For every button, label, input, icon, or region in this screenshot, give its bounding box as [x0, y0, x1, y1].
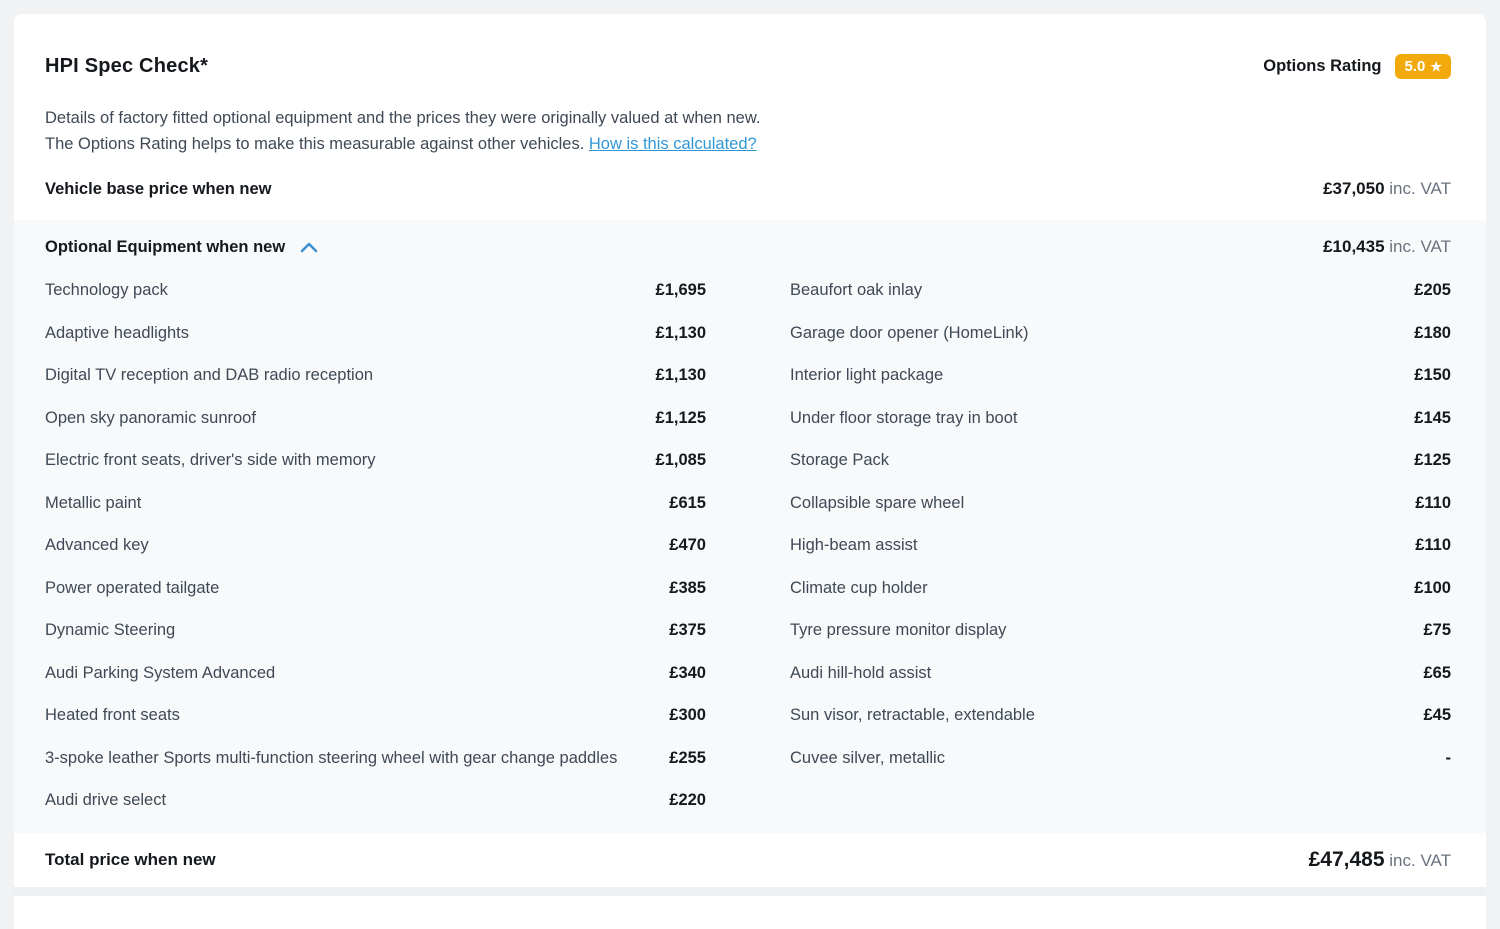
equipment-item-price: £385	[669, 578, 706, 597]
equipment-item-price: £65	[1423, 663, 1451, 682]
equipment-item-label: Adaptive headlights	[45, 323, 190, 342]
equipment-item-price: £470	[669, 536, 706, 554]
equipment-item-label: Garage door opener (HomeLink)	[790, 323, 1029, 342]
equipment-item-label: Collapsible spare wheel	[790, 493, 965, 512]
equipment-item-label: Digital TV reception and DAB radio reception	[45, 366, 374, 384]
equipment-item-label: Metallic paint	[45, 493, 142, 512]
equipment-item-price: £180	[1414, 323, 1451, 342]
equipment-item-price: £300	[669, 706, 706, 724]
equipment-columns	[14, 278, 1486, 833]
equipment-item-price: £1,085	[655, 451, 706, 469]
equipment-item-label: Storage Pack	[790, 451, 890, 469]
equipment-item	[45, 278, 706, 303]
equipment-item-label: 3-spoke leather Sports multi-function steering wheel with gear change paddles	[45, 748, 618, 767]
equipment-item-price: £100	[1414, 578, 1451, 597]
base-price-vat-suffix: inc. VAT	[1384, 179, 1451, 198]
equipment-item	[790, 363, 1451, 388]
description-line1: Details of factory fitted optional equipment and the prices they were originally valued at when new.	[45, 109, 761, 127]
rating-badge	[1395, 54, 1451, 79]
equipment-item-price: £145	[1414, 408, 1451, 427]
optional-equipment-label: Optional Equipment when new	[45, 237, 286, 256]
equipment-item	[790, 661, 1451, 686]
equipment-item-label: Audi drive select	[45, 791, 167, 809]
equipment-item-price: £125	[1414, 451, 1451, 469]
base-price-amount: £37,050	[1323, 179, 1385, 198]
equipment-item	[45, 363, 706, 388]
equipment-item-price: £1,695	[655, 281, 706, 299]
equipment-item-label: Climate cup holder	[790, 578, 928, 597]
total-price-value	[1309, 848, 1451, 872]
equipment-item	[45, 618, 706, 643]
equipment-item-price: £1,130	[655, 323, 706, 342]
equipment-item-price: £75	[1423, 621, 1451, 639]
description	[14, 106, 1486, 157]
equipment-left-column	[45, 278, 706, 831]
equipment-item	[45, 321, 706, 346]
base-price-label: Vehicle base price when new	[45, 179, 272, 198]
equipment-item-label: Sun visor, retractable, extendable	[790, 706, 1035, 724]
equipment-item-price: £110	[1415, 493, 1451, 512]
equipment-item	[790, 321, 1451, 346]
equipment-item	[45, 576, 706, 601]
equipment-item-label: Tyre pressure monitor display	[790, 621, 1007, 639]
chevron-up-icon	[300, 242, 318, 253]
equipment-item-label: Interior light package	[790, 366, 944, 384]
equipment-item-label: Under floor storage tray in boot	[790, 408, 1018, 427]
equipment-item-price: £375	[669, 621, 706, 639]
equipment-item-label: Power operated tailgate	[45, 578, 220, 597]
hpi-spec-check-card	[14, 14, 1486, 929]
optional-equipment-vat-suffix: inc. VAT	[1384, 237, 1451, 256]
equipment-item-label: Heated front seats	[45, 706, 180, 724]
equipment-item-label: Audi hill-hold assist	[790, 663, 932, 682]
equipment-item-label: Open sky panoramic sunroof	[45, 408, 256, 427]
star-icon: ★	[1430, 59, 1442, 74]
total-price-vat-suffix: inc. VAT	[1384, 850, 1451, 870]
optional-equipment-value	[1323, 237, 1451, 257]
optional-equipment-header	[14, 237, 1486, 278]
equipment-item-label: Advanced key	[45, 536, 149, 554]
equipment-item	[45, 746, 706, 771]
options-rating-label: Options Rating	[1263, 57, 1382, 75]
equipment-item	[790, 618, 1451, 643]
equipment-item-price: £110	[1415, 536, 1451, 554]
equipment-item-label: High-beam assist	[790, 536, 918, 554]
equipment-item	[45, 703, 706, 728]
equipment-item-price: £205	[1414, 281, 1451, 299]
next-section-edge	[14, 887, 1486, 896]
equipment-item-label: Technology pack	[45, 281, 168, 299]
options-rating	[1263, 54, 1451, 79]
equipment-item-price: £1,130	[655, 366, 706, 384]
equipment-item-label: Electric front seats, driver's side with memory	[45, 451, 376, 469]
equipment-item	[45, 533, 706, 558]
equipment-item	[790, 533, 1451, 558]
equipment-item-label: Cuvee silver, metallic	[790, 748, 945, 767]
description-line2: The Options Rating helps to make this measurable against other vehicles.	[45, 134, 589, 153]
total-price-label: Total price when new	[45, 849, 216, 869]
equipment-item	[790, 576, 1451, 601]
collapse-section-button[interactable]	[298, 240, 320, 255]
page-title: HPI Spec Check*	[45, 55, 209, 77]
equipment-item-price: £45	[1423, 706, 1451, 724]
base-price-value	[1323, 179, 1451, 199]
how-calculated-link[interactable]: How is this calculated?	[588, 134, 757, 153]
equipment-item-price: £1,125	[655, 408, 706, 427]
card-header	[14, 14, 1486, 79]
total-price-amount: £47,485	[1308, 847, 1385, 871]
equipment-item-price: £255	[669, 748, 706, 767]
equipment-item-price: -	[1445, 748, 1451, 767]
total-price-row	[14, 833, 1486, 887]
equipment-item-price: £340	[669, 663, 706, 682]
equipment-item	[45, 448, 706, 473]
equipment-item	[790, 703, 1451, 728]
equipment-item	[45, 788, 706, 813]
equipment-item-label: Audi Parking System Advanced	[45, 663, 276, 682]
equipment-item-label: Dynamic Steering	[45, 621, 176, 639]
optional-equipment-section	[14, 220, 1486, 833]
equipment-item-price: £615	[669, 493, 706, 512]
equipment-item	[790, 746, 1451, 771]
optional-equipment-amount: £10,435	[1323, 237, 1385, 256]
equipment-item-price: £220	[669, 791, 706, 809]
base-price-row	[14, 157, 1486, 220]
equipment-item	[45, 661, 706, 686]
rating-value: 5.0	[1404, 58, 1426, 75]
equipment-item-price: £150	[1414, 366, 1451, 384]
equipment-item	[790, 448, 1451, 473]
equipment-item	[45, 406, 706, 431]
equipment-item-label: Beaufort oak inlay	[790, 281, 923, 299]
equipment-item	[45, 491, 706, 516]
equipment-item	[790, 278, 1451, 303]
equipment-right-column	[790, 278, 1451, 831]
equipment-item	[790, 491, 1451, 516]
equipment-item	[790, 406, 1451, 431]
